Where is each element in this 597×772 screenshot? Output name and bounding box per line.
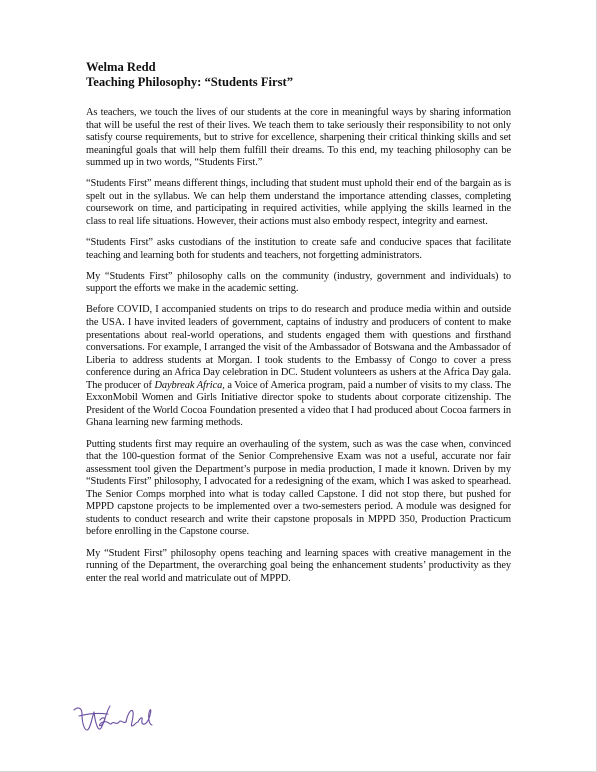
paragraph-before-covid <box>86 304 511 429</box>
daybreak-africa-title: Daybreak Africa, <box>154 379 225 391</box>
document-title: Teaching Philosophy: “Students First” <box>86 75 294 89</box>
paragraph-meaning: “Students First” means different things, including that student must uphold their end of the bargain as is spelt out in the syllabus. We can help them understand the importance attending classes, completing coursework on time, and participating in required activities, while applying the skills learned in the class to real life situations. However, their actions must also embody respect, integrity and earnest. <box>86 178 511 227</box>
document-body <box>86 60 511 594</box>
paragraph-closing: My “Student First” philosophy opens teaching and learning spaces with creative management in the running of the Department, the overarching goal being the enhancement students’ productivity as they enter the real world and matriculate out of MPPD. <box>86 547 511 584</box>
author-name: Welma Redd <box>86 60 156 74</box>
paragraph-before-covid-text: Before COVID, I accompanied students on trips to do research and produce media within and outside the USA. I have invited leaders of government, captains of industry and producers of content to make presentations about real-world operations, and students engaged them with questions and firsthand conversations. For example, I arranged the visit of the Ambassador of Botswana and the Ambassador of Liberia to address students at Morgan. I took students to the Embassy of Congo to cover a press conference during an Africa Day celebration in DC. Student volunteers as ushers at the Africa Day gala. The producer of <box>86 304 511 391</box>
paragraph-community: My “Students First” philosophy calls on the community (industry, government and individuals) to support the efforts we make in the academic setting. <box>86 270 511 295</box>
paragraph-intro: As teachers, we touch the lives of our students at the core in meaningful ways by sharing information that will be useful the rest of their lives. We teach them to take seriously their responsibility to not only satisfy course requirements, but to strive for excellence, sharpening their critical thinking skills and set meaningful goals that will help them fulfill their dreams. To this end, my teaching philosophy can be summed up in two words, “Students First.” <box>86 107 511 169</box>
paragraph-custodians: “Students First” asks custodians of the institution to create safe and conducive spaces that facilitate teaching and learning both for students and teachers, not forgetting administrators. <box>86 237 511 261</box>
handwritten-signature-icon <box>70 700 160 740</box>
paragraph-overhaul: Putting students first may require an overhauling of the system, such as was the case when, convinced that the 100-question format of the Senior Comprehensive Exam was not a useful, accurate nor fair assessment tool given the Department’s purpose in media production, I made it known. Driven by my “Students First” philosophy, I advocated for a redesigning of the exam, which I was asked to spearhead. The Senior Comps morphed into what is today called Capstone. I did not stop there, but pushed for MPPD capstone projects to be implemented over a two-semesters period. A module was designed for students to conduct research and write their capstone proposals in MPPD 350, Production Practicum before enrolling in the Capstone course. <box>86 438 511 538</box>
paragraph-before-covid-text-end: a Voice of America program, paid a number of visits to my class. The ExxonMobil Women and Girls Initiative director spoke to students about corporate citizenship. The President of the World Cocoa Foundation presented a video that I had produced about Cocoa farmers in Ghana learning new farming methods. <box>86 379 511 429</box>
